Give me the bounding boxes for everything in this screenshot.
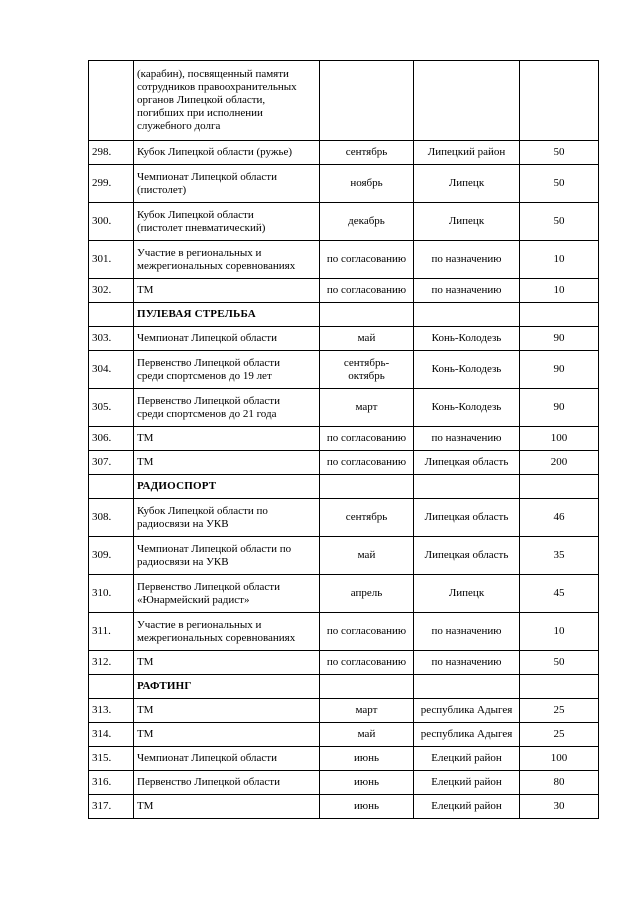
events-table <box>88 60 599 819</box>
name-line: Чемпионат Липецкой области <box>137 332 278 344</box>
cell-date <box>320 241 414 279</box>
cell-quantity: 100 <box>520 427 599 451</box>
name-line: ТМ <box>137 704 154 716</box>
cell-date <box>320 327 414 351</box>
cell-number: 317. <box>89 795 134 819</box>
cell-place <box>414 475 520 499</box>
cell-quantity: 50 <box>520 165 599 203</box>
cell-event-name <box>134 747 320 771</box>
section-row <box>89 475 599 499</box>
cell-quantity: 35 <box>520 537 599 575</box>
cell-place <box>414 675 520 699</box>
cell-quantity: 50 <box>520 203 599 241</box>
cell-number <box>89 675 134 699</box>
cell-event-name <box>134 771 320 795</box>
table-row <box>89 613 599 651</box>
date-line: июнь <box>353 776 379 788</box>
table-row <box>89 351 599 389</box>
name-line: Чемпионат Липецкой области <box>137 752 278 764</box>
date-line: май <box>357 549 376 561</box>
cell-event-name <box>134 795 320 819</box>
name-line: ТМ <box>137 728 154 740</box>
cell-quantity: 90 <box>520 327 599 351</box>
date-line: по согласованию <box>326 656 407 668</box>
cell-date <box>320 575 414 613</box>
cell-place <box>414 303 520 327</box>
name-line: (пистолет) <box>137 183 187 196</box>
cell-date <box>320 165 414 203</box>
cell-number: 303. <box>89 327 134 351</box>
cell-date <box>320 613 414 651</box>
cell-place: республика Адыгея <box>414 699 520 723</box>
name-line: ТМ <box>137 432 154 444</box>
cell-place: по назначению <box>414 427 520 451</box>
cell-number: 315. <box>89 747 134 771</box>
cell-quantity: 10 <box>520 279 599 303</box>
cell-event-name <box>134 575 320 613</box>
cell-event-name <box>134 389 320 427</box>
cell-number: 305. <box>89 389 134 427</box>
cell-place: республика Адыгея <box>414 723 520 747</box>
table-row <box>89 279 599 303</box>
cell-date <box>320 141 414 165</box>
cell-date <box>320 675 414 699</box>
date-line: по согласованию <box>326 456 407 468</box>
date-line: март <box>355 401 378 413</box>
cell-number: 306. <box>89 427 134 451</box>
date-line: май <box>357 332 376 344</box>
cell-place: по назначению <box>414 613 520 651</box>
cell-quantity: 45 <box>520 575 599 613</box>
table-row <box>89 723 599 747</box>
cell-quantity: 50 <box>520 141 599 165</box>
cell-date <box>320 475 414 499</box>
name-line: ТМ <box>137 800 154 812</box>
cell-number <box>89 303 134 327</box>
cell-quantity: 30 <box>520 795 599 819</box>
cell-number: 311. <box>89 613 134 651</box>
cell-place: Елецкий район <box>414 795 520 819</box>
cell-date <box>320 279 414 303</box>
cell-number: 307. <box>89 451 134 475</box>
cell-place: Елецкий район <box>414 771 520 795</box>
table-row <box>89 651 599 675</box>
cell-place: Конь-Колодезь <box>414 351 520 389</box>
section-title: РАФТИНГ <box>134 675 320 699</box>
cell-date <box>320 389 414 427</box>
cell-event-name <box>134 499 320 537</box>
cell-number: 316. <box>89 771 134 795</box>
name-line: среди спортсменов до 21 года <box>137 407 277 420</box>
cell-quantity: 50 <box>520 651 599 675</box>
cell-place: Липецк <box>414 165 520 203</box>
cell-quantity: 10 <box>520 241 599 279</box>
cell-place: Липецкая область <box>414 499 520 537</box>
date-line: июнь <box>353 800 379 812</box>
cell-event-name <box>134 61 320 141</box>
name-line: Кубок Липецкой области <box>137 208 254 221</box>
cell-event-name <box>134 351 320 389</box>
date-line: по согласованию <box>326 625 407 637</box>
name-line: «Юнармейский радист» <box>137 593 250 606</box>
name-line: Первенство Липецкой области <box>137 356 280 369</box>
cell-number: 312. <box>89 651 134 675</box>
name-line: радиосвязи на УКВ <box>137 517 229 530</box>
cell-date <box>320 723 414 747</box>
name-line: сотрудников правоохранительных <box>137 81 297 93</box>
name-line: среди спортсменов до 19 лет <box>137 369 272 382</box>
cell-event-name <box>134 723 320 747</box>
cell-event-name <box>134 699 320 723</box>
table-row <box>89 537 599 575</box>
cell-number: 314. <box>89 723 134 747</box>
cell-quantity <box>520 303 599 327</box>
cell-date <box>320 61 414 141</box>
cell-date <box>320 351 414 389</box>
cell-place: по назначению <box>414 651 520 675</box>
cell-event-name <box>134 279 320 303</box>
cell-quantity: 100 <box>520 747 599 771</box>
cell-date <box>320 427 414 451</box>
cell-quantity <box>520 475 599 499</box>
name-line: (карабин), посвященный памяти <box>137 68 289 80</box>
name-line: служебного долга <box>137 120 221 132</box>
table-row <box>89 795 599 819</box>
cell-date <box>320 499 414 537</box>
name-line: Кубок Липецкой области (ружье) <box>137 146 293 158</box>
date-line: ноябрь <box>350 177 383 189</box>
cell-event-name <box>134 141 320 165</box>
table-row <box>89 203 599 241</box>
name-line: погибших при исполнении <box>137 107 263 119</box>
table-row <box>89 499 599 537</box>
name-line: Первенство Липецкой области <box>137 580 280 593</box>
name-line: Участие в региональных и <box>137 246 262 259</box>
cell-event-name <box>134 537 320 575</box>
table-row <box>89 575 599 613</box>
cell-number: 298. <box>89 141 134 165</box>
date-line: май <box>357 728 376 740</box>
cell-place: Конь-Колодезь <box>414 327 520 351</box>
date-line: по согласованию <box>326 253 407 265</box>
table-row <box>89 327 599 351</box>
date-line: сентябрь <box>345 146 388 158</box>
cell-number <box>89 61 134 141</box>
cell-place <box>414 61 520 141</box>
cell-number: 309. <box>89 537 134 575</box>
name-line: (пистолет пневматический) <box>137 221 266 234</box>
table-row <box>89 389 599 427</box>
cell-place: Конь-Колодезь <box>414 389 520 427</box>
cell-event-name <box>134 451 320 475</box>
cell-number: 310. <box>89 575 134 613</box>
cell-event-name <box>134 427 320 451</box>
cell-number: 300. <box>89 203 134 241</box>
cell-quantity: 90 <box>520 389 599 427</box>
table-row <box>89 747 599 771</box>
cell-event-name <box>134 327 320 351</box>
name-line: ТМ <box>137 656 154 668</box>
name-line: межрегиональных соревнованиях <box>137 631 296 644</box>
cell-place: Липецкая область <box>414 537 520 575</box>
date-line: апрель <box>350 587 383 599</box>
date-line: сентябрь- <box>343 356 390 369</box>
table-row <box>89 427 599 451</box>
cell-date <box>320 451 414 475</box>
cell-event-name <box>134 165 320 203</box>
name-line: Чемпионат Липецкой области по <box>137 542 292 555</box>
name-line: Первенство Липецкой области <box>137 776 280 788</box>
cell-event-name <box>134 651 320 675</box>
cell-date <box>320 771 414 795</box>
date-line: сентябрь <box>345 511 388 523</box>
cell-event-name <box>134 241 320 279</box>
cell-number: 304. <box>89 351 134 389</box>
cell-date <box>320 203 414 241</box>
cell-quantity: 25 <box>520 723 599 747</box>
cell-quantity: 80 <box>520 771 599 795</box>
date-line: декабрь <box>348 215 385 227</box>
date-line: октябрь <box>348 369 385 382</box>
date-line: по согласованию <box>326 432 407 444</box>
cell-place: по назначению <box>414 279 520 303</box>
name-line: Участие в региональных и <box>137 618 262 631</box>
cell-number: 299. <box>89 165 134 203</box>
cell-event-name <box>134 203 320 241</box>
cell-number: 313. <box>89 699 134 723</box>
name-line: ТМ <box>137 284 154 296</box>
cell-date <box>320 747 414 771</box>
section-row <box>89 303 599 327</box>
table-row <box>89 771 599 795</box>
cell-place: Липецк <box>414 575 520 613</box>
name-line: Чемпионат Липецкой области <box>137 170 278 183</box>
cell-quantity: 25 <box>520 699 599 723</box>
cell-number: 308. <box>89 499 134 537</box>
date-line: июнь <box>353 752 379 764</box>
cell-quantity: 46 <box>520 499 599 537</box>
cell-date <box>320 537 414 575</box>
cell-quantity <box>520 675 599 699</box>
cell-place: Липецк <box>414 203 520 241</box>
events-table-body <box>89 61 599 819</box>
name-line: межрегиональных соревнованиях <box>137 259 296 272</box>
cell-date <box>320 795 414 819</box>
cell-place: Липецкий район <box>414 141 520 165</box>
date-line: по согласованию <box>326 284 407 296</box>
name-line: ТМ <box>137 456 154 468</box>
cell-number: 302. <box>89 279 134 303</box>
cell-date <box>320 651 414 675</box>
cell-date <box>320 699 414 723</box>
cell-place: Елецкий район <box>414 747 520 771</box>
name-line: органов Липецкой области, <box>137 94 266 106</box>
cell-quantity: 200 <box>520 451 599 475</box>
cell-event-name <box>134 613 320 651</box>
section-row <box>89 675 599 699</box>
cell-quantity: 10 <box>520 613 599 651</box>
cell-place: по назначению <box>414 241 520 279</box>
name-line: Первенство Липецкой области <box>137 394 280 407</box>
name-line: Кубок Липецкой области по <box>137 504 268 517</box>
table-row <box>89 699 599 723</box>
table-row <box>89 165 599 203</box>
table-row <box>89 451 599 475</box>
cell-quantity: 90 <box>520 351 599 389</box>
table-row <box>89 241 599 279</box>
section-title: РАДИОСПОРТ <box>134 475 320 499</box>
date-line: март <box>355 704 378 716</box>
table-row <box>89 141 599 165</box>
cell-number <box>89 475 134 499</box>
section-title: ПУЛЕВАЯ СТРЕЛЬБА <box>134 303 320 327</box>
table-row-continuation <box>89 61 599 141</box>
cell-number: 301. <box>89 241 134 279</box>
cell-date <box>320 303 414 327</box>
cell-place: Липецкая область <box>414 451 520 475</box>
cell-quantity <box>520 61 599 141</box>
name-line: радиосвязи на УКВ <box>137 555 229 568</box>
